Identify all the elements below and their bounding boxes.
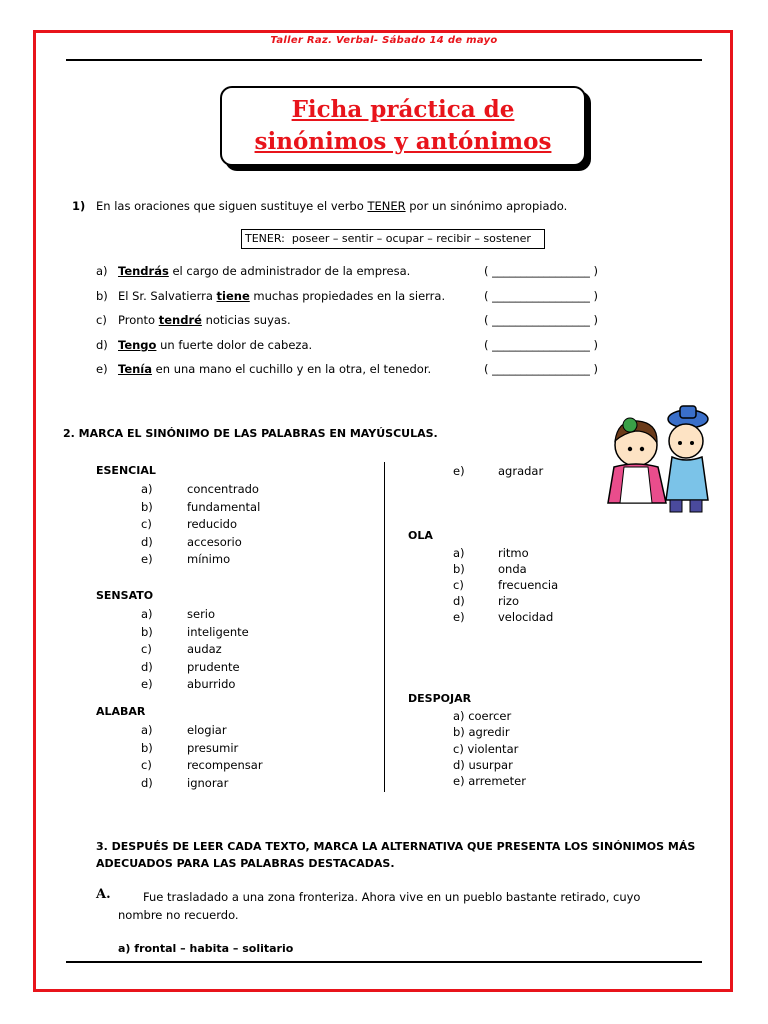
item-letter: c) — [96, 313, 107, 327]
sentence-post: noticias suyas. — [201, 313, 291, 327]
tener-box-label: TENER: — [245, 232, 285, 245]
sentence-verb: Tengo — [118, 338, 157, 352]
option-letter[interactable]: d) — [453, 594, 465, 608]
answer-blank[interactable]: ( _________________ ) — [484, 264, 599, 278]
option-item[interactable]: c) violentar — [453, 741, 519, 756]
option-text[interactable]: onda — [498, 562, 527, 576]
section3-heading-line2: ADECUADOS PARA LAS PALABRAS DESTACADAS. — [96, 857, 395, 870]
option-letter[interactable]: d) — [141, 659, 153, 674]
item-letter: a) — [96, 264, 108, 278]
option-letter[interactable]: e) — [141, 677, 153, 691]
option-text[interactable]: elogiar — [187, 723, 227, 737]
option-item[interactable]: a) coercer — [453, 709, 512, 723]
column-divider — [384, 462, 385, 792]
option-text[interactable]: accesorio — [187, 534, 242, 549]
text-a-option-a: a) frontal – habita – solitario — [118, 942, 294, 955]
word-heading: SENSATO — [96, 589, 154, 602]
option-letter[interactable]: b) — [141, 740, 153, 755]
option-text[interactable]: prudente — [187, 659, 240, 674]
title-box — [220, 86, 586, 166]
section3-heading-line1: 3. DESPUÉS DE LEER CADA TEXTO, MARCA LA ALTERNATIVA QUE PRESENTA LOS SINÓNIMOS MÁS — [96, 840, 696, 853]
option-letter[interactable]: a) — [141, 723, 153, 737]
option-item[interactable]: e) arremeter — [453, 774, 526, 789]
children-clipart-icon — [600, 405, 718, 517]
option-letter[interactable]: c) — [141, 642, 152, 656]
sentence-pre: El Sr. Salvatierra — [118, 289, 217, 303]
sentence-verb: Tenía — [118, 362, 153, 376]
sentence — [118, 264, 410, 278]
word-heading: ALABAR — [96, 705, 146, 718]
sentence-post: muchas propiedades en la sierra. — [249, 289, 446, 303]
sentence-post: un fuerte dolor de cabeza. — [156, 338, 313, 352]
sentence — [118, 362, 431, 376]
option-text[interactable]: inteligente — [187, 624, 249, 639]
option-letter[interactable]: c) — [453, 578, 464, 592]
item-letter: e) — [96, 362, 108, 376]
option-text[interactable]: audaz — [187, 642, 222, 656]
option-text[interactable]: rizo — [498, 594, 519, 608]
footer-rule — [66, 961, 702, 963]
answer-blank[interactable]: ( _________________ ) — [484, 362, 599, 376]
option-text[interactable]: concentrado — [187, 482, 259, 496]
section2-heading: 2. MARCA EL SINÓNIMO DE LAS PALABRAS EN MAYÚSCULAS. — [63, 427, 438, 440]
option-letter[interactable]: b) — [141, 624, 153, 639]
sentence-post: en una mano el cuchillo y en la otra, el tenedor. — [152, 362, 432, 376]
option-text[interactable]: recompensar — [187, 758, 263, 772]
option-item[interactable]: b) agredir — [453, 725, 510, 740]
sentence-pre: Pronto — [118, 313, 159, 327]
header-text: Taller Raz. Verbal- Sábado 14 de mayo — [270, 35, 498, 46]
word-heading: OLA — [408, 529, 433, 542]
tener-options-box — [241, 229, 545, 249]
option-letter[interactable]: e) — [453, 464, 465, 478]
option-letter[interactable]: d) — [141, 775, 153, 790]
word-heading: ESENCIAL — [96, 464, 156, 477]
option-text[interactable]: presumir — [187, 740, 239, 755]
sentence-verb: tiene — [216, 289, 250, 303]
option-letter[interactable]: c) — [141, 758, 152, 772]
option-text[interactable]: agradar — [498, 464, 544, 478]
option-letter[interactable]: e) — [453, 610, 465, 624]
option-text[interactable]: ignorar — [187, 775, 229, 790]
option-text[interactable]: serio — [187, 607, 216, 621]
item-letter: b) — [96, 289, 108, 303]
title-line-2: sinónimos y antónimos — [254, 128, 552, 155]
option-text[interactable]: fundamental — [187, 499, 261, 514]
sentence — [118, 289, 445, 303]
option-letter[interactable]: a) — [141, 607, 153, 621]
answer-blank[interactable]: ( _________________ ) — [484, 289, 599, 303]
header-rule — [66, 59, 702, 61]
sentence — [118, 338, 312, 352]
text-a-letter: A. — [96, 887, 111, 902]
sentence-verb: tendré — [158, 313, 202, 327]
title-line-1: Ficha práctica de — [291, 96, 515, 123]
option-letter[interactable]: a) — [453, 546, 465, 560]
option-letter[interactable]: d) — [141, 534, 153, 549]
option-letter[interactable]: b) — [453, 562, 465, 576]
sentence-verb: Tendrás — [118, 264, 169, 278]
sentence-post: el cargo de administrador de la empresa. — [168, 264, 411, 278]
option-text[interactable]: reducido — [187, 517, 237, 531]
option-letter[interactable]: a) — [141, 482, 153, 496]
tener-box-options: poseer – sentir – ocupar – recibir – sostener — [291, 232, 531, 245]
answer-blank[interactable]: ( _________________ ) — [484, 338, 599, 352]
option-text[interactable]: aburrido — [187, 677, 236, 691]
item-letter: d) — [96, 338, 108, 352]
sentence — [118, 313, 291, 327]
option-text[interactable]: mínimo — [187, 552, 231, 566]
option-letter[interactable]: c) — [141, 517, 152, 531]
option-text[interactable]: velocidad — [498, 610, 554, 624]
option-letter[interactable]: e) — [141, 552, 153, 566]
section1-number: 1) — [72, 199, 86, 213]
text-a-line2: nombre no recuerdo. — [118, 908, 239, 922]
word-heading: DESPOJAR — [408, 692, 472, 705]
answer-blank[interactable]: ( _________________ ) — [484, 313, 599, 327]
section1-instruction: En las oraciones que siguen sustituye el verbo TENER por un sinónimo apropiado. — [96, 199, 568, 213]
option-item[interactable]: d) usurpar — [453, 757, 513, 772]
option-text[interactable]: frecuencia — [498, 578, 559, 592]
option-letter[interactable]: b) — [141, 499, 153, 514]
text-a-line1: Fue trasladado a una zona fronteriza. Ahora vive en un pueblo bastante retirado, cuyo — [143, 890, 641, 904]
option-text[interactable]: ritmo — [498, 546, 529, 560]
